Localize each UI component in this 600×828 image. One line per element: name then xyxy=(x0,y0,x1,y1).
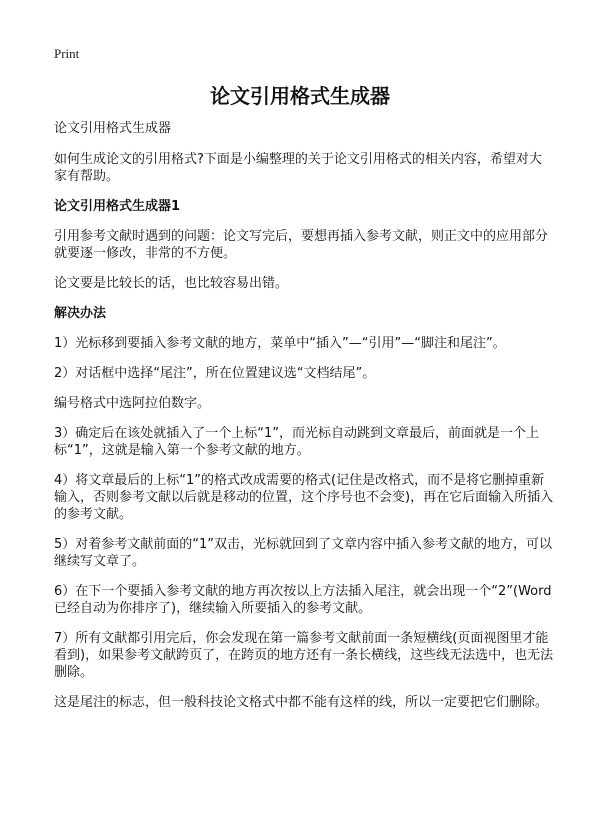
numbering-note: 编号格式中选阿拉伯数字。 xyxy=(54,396,211,411)
intro-paragraph: 如何生成论文的引用格式?下面是小编整理的关于论文引用格式的相关内容，希望对大家有帮助。 xyxy=(54,152,542,184)
problem-paragraph: 引用参考文献时遇到的问题：论文写完后，要想再插入参考文献，则正文中的应用部分就要逐一修改，非常的不方便。 xyxy=(54,229,549,261)
solution-heading: 解决办法 xyxy=(54,306,107,321)
step-5: 5）对着参考文献前面的“1”双击，光标就回到了文章内容中插入参考文献的地方，可以继续写文章了。 xyxy=(54,537,553,569)
step-4: 4）将文章最后的上标“1”的格式改成需要的格式(记住是改格式，而不是将它删掉重新输入，否则参考文献以后就是移动的位置，这个序号也不会变)，再在它后面输入所插入的参考文献。 xyxy=(54,473,554,522)
step-3: 3）确定后在该处就插入了一个上标“1”，而光标自动跳到文章最后，前面就是一个上标“1”，这就是输入第一个参考文献的地方。 xyxy=(54,426,540,458)
article-body xyxy=(54,120,554,724)
step-7: 7）所有文献都引用完后，你会发现在第一篇参考文献前面一条短横线(页面视图里才能看到)，如果参考文献跨页了，在跨页的地方还有一条长横线，这些线无法选中，也无法删除。 xyxy=(54,631,554,680)
page-title: 论文引用格式生成器 xyxy=(210,84,390,108)
section-heading: 论文引用格式生成器1 xyxy=(54,199,181,214)
subtitle: 论文引用格式生成器 xyxy=(54,121,172,136)
length-paragraph: 论文要是比较长的话，也比较容易出错。 xyxy=(54,276,289,291)
print-link[interactable]: Print xyxy=(54,46,80,61)
closing-paragraph: 这是尾注的标志，但一般科技论文格式中都不能有这样的线，所以一定要把它们删除。 xyxy=(54,695,549,710)
step-6: 6）在下一个要插入参考文献的地方再次按以上方法插入尾注，就会出现一个“2”(Word已经自动为你排序了)，继续输入所要插入的参考文献。 xyxy=(54,584,552,616)
step-1: 1）光标移到要插入参考文献的地方，菜单中“插入”—“引用”—“脚注和尾注”。 xyxy=(54,336,506,351)
step-2: 2）对话框中选择“尾注”，所在位置建议选“文档结尾”。 xyxy=(54,366,376,381)
